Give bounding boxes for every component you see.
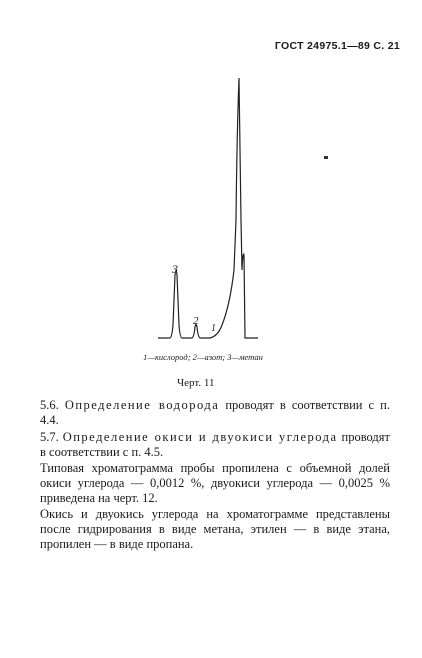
paragraph-5-7 bbox=[40, 430, 390, 460]
paragraph-number: 5.7. bbox=[40, 430, 59, 444]
chromatogram bbox=[150, 70, 270, 370]
peak-label-1: 1 bbox=[211, 323, 216, 334]
paragraph-typical-chromatogram: Типовая хроматограмма пробы пропилена с объемной долей окиси углерода — 0,0012 %, двуокиси углерода — 0,0025 % приведена на черт. 12. bbox=[40, 461, 390, 505]
paragraph-hydrogenation: Окись и двуокись углерода на хроматограмме представлены после гидрирования в виде метана, этилен — в виде этана, пропилен — в виде пропана. bbox=[40, 507, 390, 551]
paragraph-text: проводят в соответствии с п. 4.4. bbox=[40, 398, 390, 427]
paragraph-5-6 bbox=[40, 398, 390, 428]
figure-caption: 1—кислород; 2—азот; 3—метан bbox=[143, 352, 263, 362]
peak-label-3: 3 bbox=[172, 262, 178, 276]
chromatogram-trace bbox=[158, 78, 258, 338]
paragraph-number: 5.6. bbox=[40, 398, 59, 412]
paragraph-text: проводят в соответствии с п. 4.5. bbox=[40, 430, 391, 459]
speck-mark bbox=[324, 156, 328, 159]
paragraph-heading: Определение окиси и двуокиси углерода bbox=[62, 430, 338, 444]
page-header: ГОСТ 24975.1—89 С. 21 bbox=[274, 40, 400, 52]
paragraph-heading: Определение водорода bbox=[64, 398, 220, 412]
figure-label: Черт. 11 bbox=[177, 377, 215, 389]
peak-label-2: 2 bbox=[193, 315, 199, 327]
